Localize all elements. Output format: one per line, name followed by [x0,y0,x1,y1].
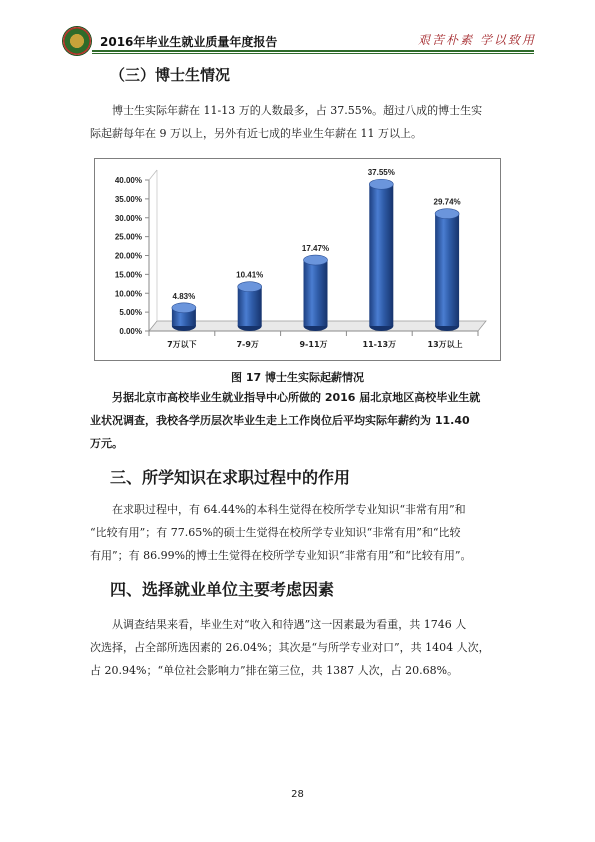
bar-top [172,303,196,313]
data-label: 10.41% [236,270,264,280]
university-logo-icon [63,27,91,55]
data-label: 29.74% [433,197,461,207]
doctoral-paragraph [90,99,512,145]
y-tick-label: 25.00% [114,232,142,242]
bar-chart-svg [95,159,500,360]
note-paragraph [90,386,512,455]
bar-top [435,209,459,219]
paragraph-line: 占 20.94%；“单位社会影响力”排在第三位，共 1387 人次，占 20.68%。 [90,664,459,677]
paragraph-line: 从调查结果来看，毕业生对“收入和待遇”这一因素最为看重，共 1746 人 [112,618,467,631]
header-divider [92,50,534,52]
x-tick-label: 11-13万 [362,340,397,349]
report-title: 2016年毕业生就业质量年度报告 [100,35,278,49]
bar [435,214,459,326]
bar-top [238,282,262,292]
y-tick-label: 35.00% [114,194,142,204]
bar-top [369,179,393,189]
x-tick-label: 9-11万 [299,340,328,349]
y-tick-label: 15.00% [114,270,142,280]
section-heading-factors: 四、选择就业单位主要考虑因素 [110,580,335,599]
paragraph-line: 际起薪每年在 9 万以上，另外有近七成的毕业生年薪在 11 万以上。 [90,127,422,140]
paragraph-line: 另据北京市高校毕业生就业指导中心所做的 2016 届北京地区高校毕业生就 [112,391,481,404]
section-heading-knowledge: 三、所学知识在求职过程中的作用 [110,468,351,487]
page-number: 28 [291,789,304,800]
y-tick-label: 30.00% [114,213,142,223]
y-tick-label: 20.00% [114,251,142,261]
bar [304,260,328,326]
bar [369,184,393,326]
factors-paragraph [90,613,512,682]
paragraph-line: 次选择，占全部所选因素的 26.04%；其次是“与所学专业对口”，共 1404 人次， [90,641,490,654]
header-divider-thin [92,53,534,54]
paragraph-line: 业状况调查，我校各学历层次毕业生走上工作岗位后平均实际年薪约为 11.40 [90,414,470,427]
figure-caption: 图 17 博士生实际起薪情况 [231,371,364,384]
page-header [0,0,595,62]
bar [238,287,262,326]
y-tick-label: 0.00% [119,327,142,336]
y-axis-depth-line [149,170,157,180]
bar-top [304,255,328,265]
salary-chart [94,158,501,361]
x-tick-label: 7万以下 [167,340,197,349]
paragraph-line: 有用”；有 86.99%的博士生觉得在校所学专业知识“非常有用”和“比较有用”。 [90,549,472,562]
y-tick-label: 10.00% [114,289,142,299]
section-heading-doctoral: （三）博士生情况 [110,66,231,84]
knowledge-paragraph [90,498,512,567]
paragraph-line: 博士生实际年薪在 11-13 万的人数最多，占 37.55%。超过八成的博士生实 [112,104,483,117]
x-tick-label: 7-9万 [236,340,259,349]
data-label: 4.83% [172,291,196,301]
y-tick-label: 5.00% [119,308,142,318]
data-label: 17.47% [301,244,330,254]
paragraph-line: 万元。 [90,437,123,450]
x-tick-label: 13万以上 [427,340,463,349]
data-label: 37.55% [367,168,395,178]
y-tick-label: 40.00% [114,176,142,185]
paragraph-line: 在求职过程中，有 64.44%的本科生觉得在校所学专业知识“非常有用”和 [112,503,466,516]
paragraph-line: “比较有用”；有 77.65%的硕士生觉得在校所学专业知识“非常有用”和“比较 [90,526,461,539]
university-motto: 艰苦朴素 学以致用 [418,33,536,47]
